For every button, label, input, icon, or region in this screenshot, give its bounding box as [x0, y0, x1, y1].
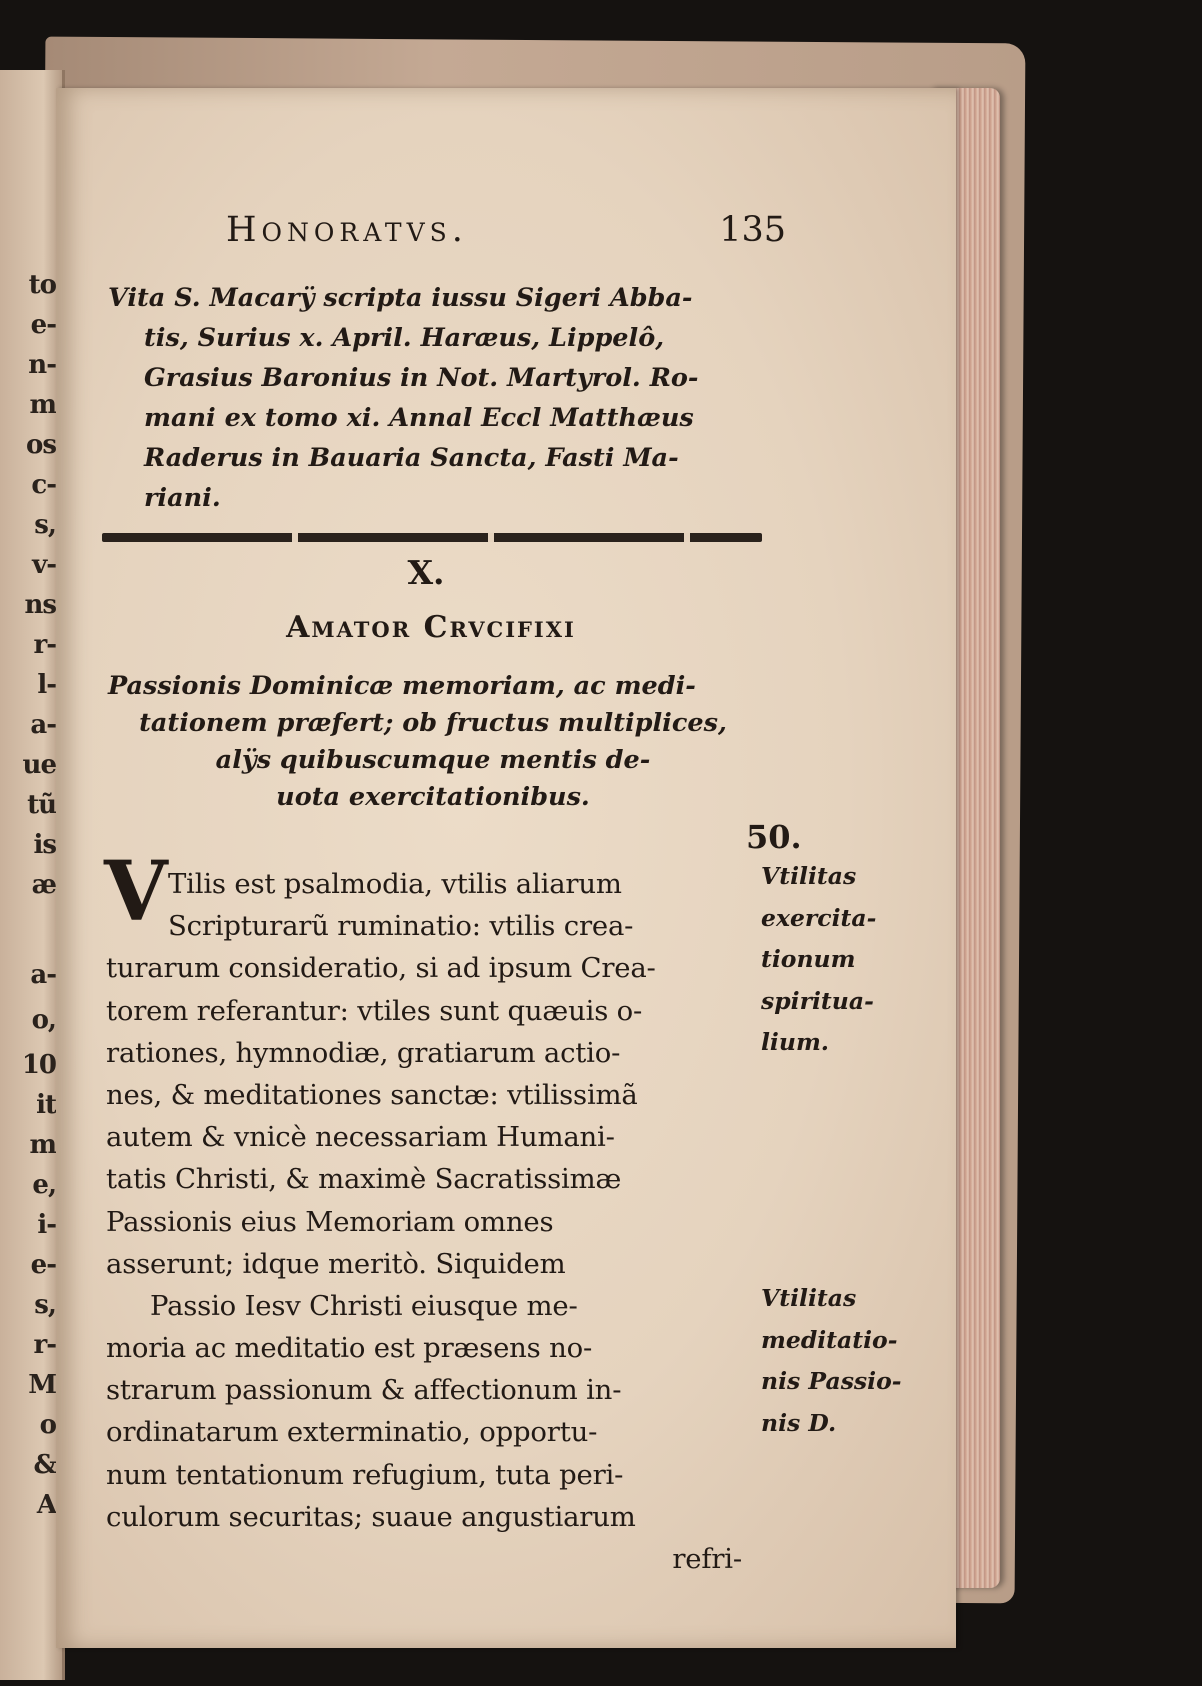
summary-line: uota exercitationibus. [276, 782, 590, 812]
catchword: refri- [672, 1543, 742, 1575]
summary-line: Passionis Dominicæ memoriam, ac medi- [108, 671, 696, 701]
body-line: asserunt; idque meritò. Siquidem [106, 1247, 566, 1280]
reference-block [108, 278, 758, 518]
margin-note-exercises [761, 856, 921, 1064]
left-fragment: is [33, 830, 56, 860]
margin-note-line: tionum [761, 945, 856, 973]
left-fragment: s, [34, 510, 56, 540]
body-line: tatis Christi, & maximè Sacratissimæ [106, 1163, 622, 1196]
body-line: autem & vnicè necessariam Humani- [106, 1121, 615, 1154]
section-number: X. [407, 553, 445, 592]
body-line: strarum passionum & affectionum in- [106, 1374, 622, 1407]
margin-note-line: nis Passio- [761, 1367, 902, 1395]
left-fragment: m [29, 1130, 56, 1160]
running-head: Honoratvs. [226, 210, 468, 250]
summary-line: tationem præfert; ob fructus multiplices, [139, 708, 727, 738]
left-fragment: 10 [21, 1050, 56, 1080]
left-fragment: A [36, 1490, 56, 1520]
left-fragment: & [33, 1450, 56, 1480]
left-fragment: tũ [27, 790, 56, 820]
margin-note-line: exercita- [761, 903, 877, 932]
left-fragment: r- [33, 630, 56, 660]
left-fragment: a- [30, 710, 56, 740]
left-fragment: c- [31, 470, 56, 500]
margin-note-line: spiritua- [761, 986, 874, 1015]
left-fragment: a- [30, 960, 56, 990]
body-line: turarum consideratio, si ad ipsum Crea- [106, 952, 656, 985]
reference-line: riani. [144, 483, 221, 513]
left-fragment: ns [24, 590, 56, 620]
left-fragment: e- [30, 310, 56, 340]
page-number: 135 [719, 210, 786, 250]
body-line: Scripturarũ ruminatio: vtilis crea- [168, 910, 634, 943]
reference-line: Grasius Baronius in Not. Martyrol. Ro- [144, 363, 699, 393]
left-fragment: r- [33, 1330, 56, 1360]
margin-note-line: nis D. [761, 1408, 837, 1437]
body-line: ordinatarum exterminatio, opportu- [106, 1416, 598, 1449]
left-fragment: e, [32, 1170, 56, 1200]
body-line: Passio Iesv Christi eiusque me- [150, 1289, 578, 1322]
left-fragment: v- [32, 550, 56, 580]
margin-note-line: lium. [761, 1028, 829, 1056]
body-text [106, 863, 756, 1580]
body-line: Tilis est psalmodia, vtilis aliarum [168, 868, 622, 900]
left-fragment: it [36, 1090, 56, 1120]
body-line: torem referantur: vtiles sunt quæuis o- [106, 994, 643, 1027]
left-fragment: e- [30, 1250, 56, 1280]
margin-note-line: Vtilitas [761, 862, 857, 890]
margin-note-line: Vtilitas [761, 1284, 857, 1312]
left-fragment: os [26, 430, 56, 460]
left-fragment: o [39, 1410, 56, 1440]
left-fragment: s, [34, 1290, 56, 1320]
left-fragment: ue [22, 750, 56, 780]
left-fragment: æ [31, 870, 56, 900]
reference-line: mani ex tomo xi. Annal Eccl Matthæus [144, 403, 694, 433]
left-fragment: m [29, 390, 56, 420]
left-fragment: o, [31, 1005, 56, 1035]
reference-line: tis, Surius x. April. Haræus, Lippelô, [144, 323, 665, 353]
drop-cap: V [104, 844, 168, 940]
margin-note-line: meditatio- [761, 1325, 898, 1354]
left-fragment: to [28, 270, 56, 300]
body-line: moria ac meditatio est præsens no- [106, 1332, 593, 1365]
section-summary [108, 668, 758, 816]
body-line: rationes, hymnodiæ, gratiarum actio- [106, 1036, 621, 1069]
reference-line: Vita S. Macarÿ scripta iussu Sigeri Abba- [108, 283, 693, 313]
left-fragment: i- [37, 1210, 56, 1240]
book-page [56, 88, 956, 1648]
section-title: Amator Crvcifixi [286, 610, 576, 645]
body-line: culorum securitas; suaue angustiarum [106, 1500, 636, 1533]
body-line: Passionis eius Memoriam omnes [106, 1205, 554, 1238]
section-divider [102, 533, 762, 542]
margin-note-meditation [761, 1278, 921, 1444]
page-header [226, 210, 786, 250]
left-fragment: n- [28, 350, 56, 380]
reference-line: Raderus in Bauaria Sancta, Fasti Ma- [144, 443, 679, 473]
left-fragment: M [28, 1370, 56, 1400]
summary-line: alÿs quibuscumque mentis de- [215, 745, 651, 775]
body-line: nes, & meditationes sanctæ: vtilissimã [106, 1078, 638, 1111]
left-fragment: l- [37, 670, 56, 700]
body-line: num tentationum refugium, tuta peri- [106, 1458, 624, 1491]
margin-number: 50. [746, 818, 802, 856]
